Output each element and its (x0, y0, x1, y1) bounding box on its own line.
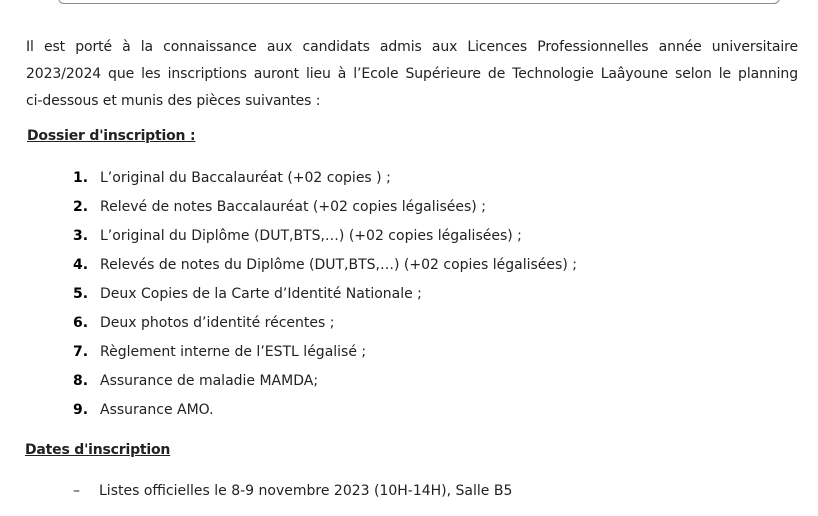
list-item (73, 478, 512, 504)
intro-line-1: Il est porté à la connaissance aux candidats admis aux Licences Professionnelles année universitaire (26, 39, 798, 55)
item-text: Relevé de notes Baccalauréat (+02 copies légalisées) ; (100, 199, 486, 215)
dash-marker: – (73, 483, 80, 499)
list-item (73, 309, 577, 338)
item-number: 2. (73, 199, 89, 215)
header-box (58, 0, 780, 4)
dossier-heading: Dossier d'inscription : (27, 128, 196, 144)
list-item (73, 222, 577, 251)
item-text: Listes officielles le 8-9 novembre 2023 (10H-14H), Salle B5 (99, 483, 513, 499)
item-number: 3. (73, 228, 89, 244)
list-item (73, 338, 577, 367)
intro-line-2: 2023/2024 que les inscriptions auront lieu à l’Ecole Supérieure de Technologie Laâyoune selon le planning (26, 66, 798, 82)
item-text: Deux photos d’identité récentes ; (100, 315, 335, 331)
item-text: Deux Copies de la Carte d’Identité Nationale ; (100, 286, 422, 302)
item-number: 7. (73, 344, 89, 360)
item-number: 5. (73, 286, 89, 302)
item-text: Assurance AMO. (100, 402, 214, 418)
list-item (73, 396, 577, 425)
item-number: 9. (73, 402, 89, 418)
dates-heading: Dates d'inscription (25, 442, 171, 458)
list-item (73, 367, 577, 396)
intro-paragraph (26, 34, 798, 115)
list-item (73, 164, 577, 193)
item-text: Assurance de maladie MAMDA; (100, 373, 319, 389)
item-number: 6. (73, 315, 89, 331)
list-item (73, 193, 577, 222)
documents-list (73, 164, 577, 425)
item-text: L’original du Diplôme (DUT,BTS,…) (+02 copies légalisées) ; (100, 228, 522, 244)
list-item (73, 280, 577, 309)
item-number: 1. (73, 170, 89, 186)
intro-line-3: ci-dessous et munis des pièces suivantes : (26, 93, 321, 109)
list-item (73, 251, 577, 280)
item-text: Relevés de notes du Diplôme (DUT,BTS,…) (+02 copies légalisées) ; (100, 257, 577, 273)
item-text: L’original du Baccalauréat (+02 copies ) ; (100, 170, 391, 186)
item-number: 8. (73, 373, 89, 389)
item-number: 4. (73, 257, 89, 273)
dates-list (73, 478, 512, 504)
item-text: Règlement interne de l’ESTL légalisé ; (100, 344, 367, 360)
